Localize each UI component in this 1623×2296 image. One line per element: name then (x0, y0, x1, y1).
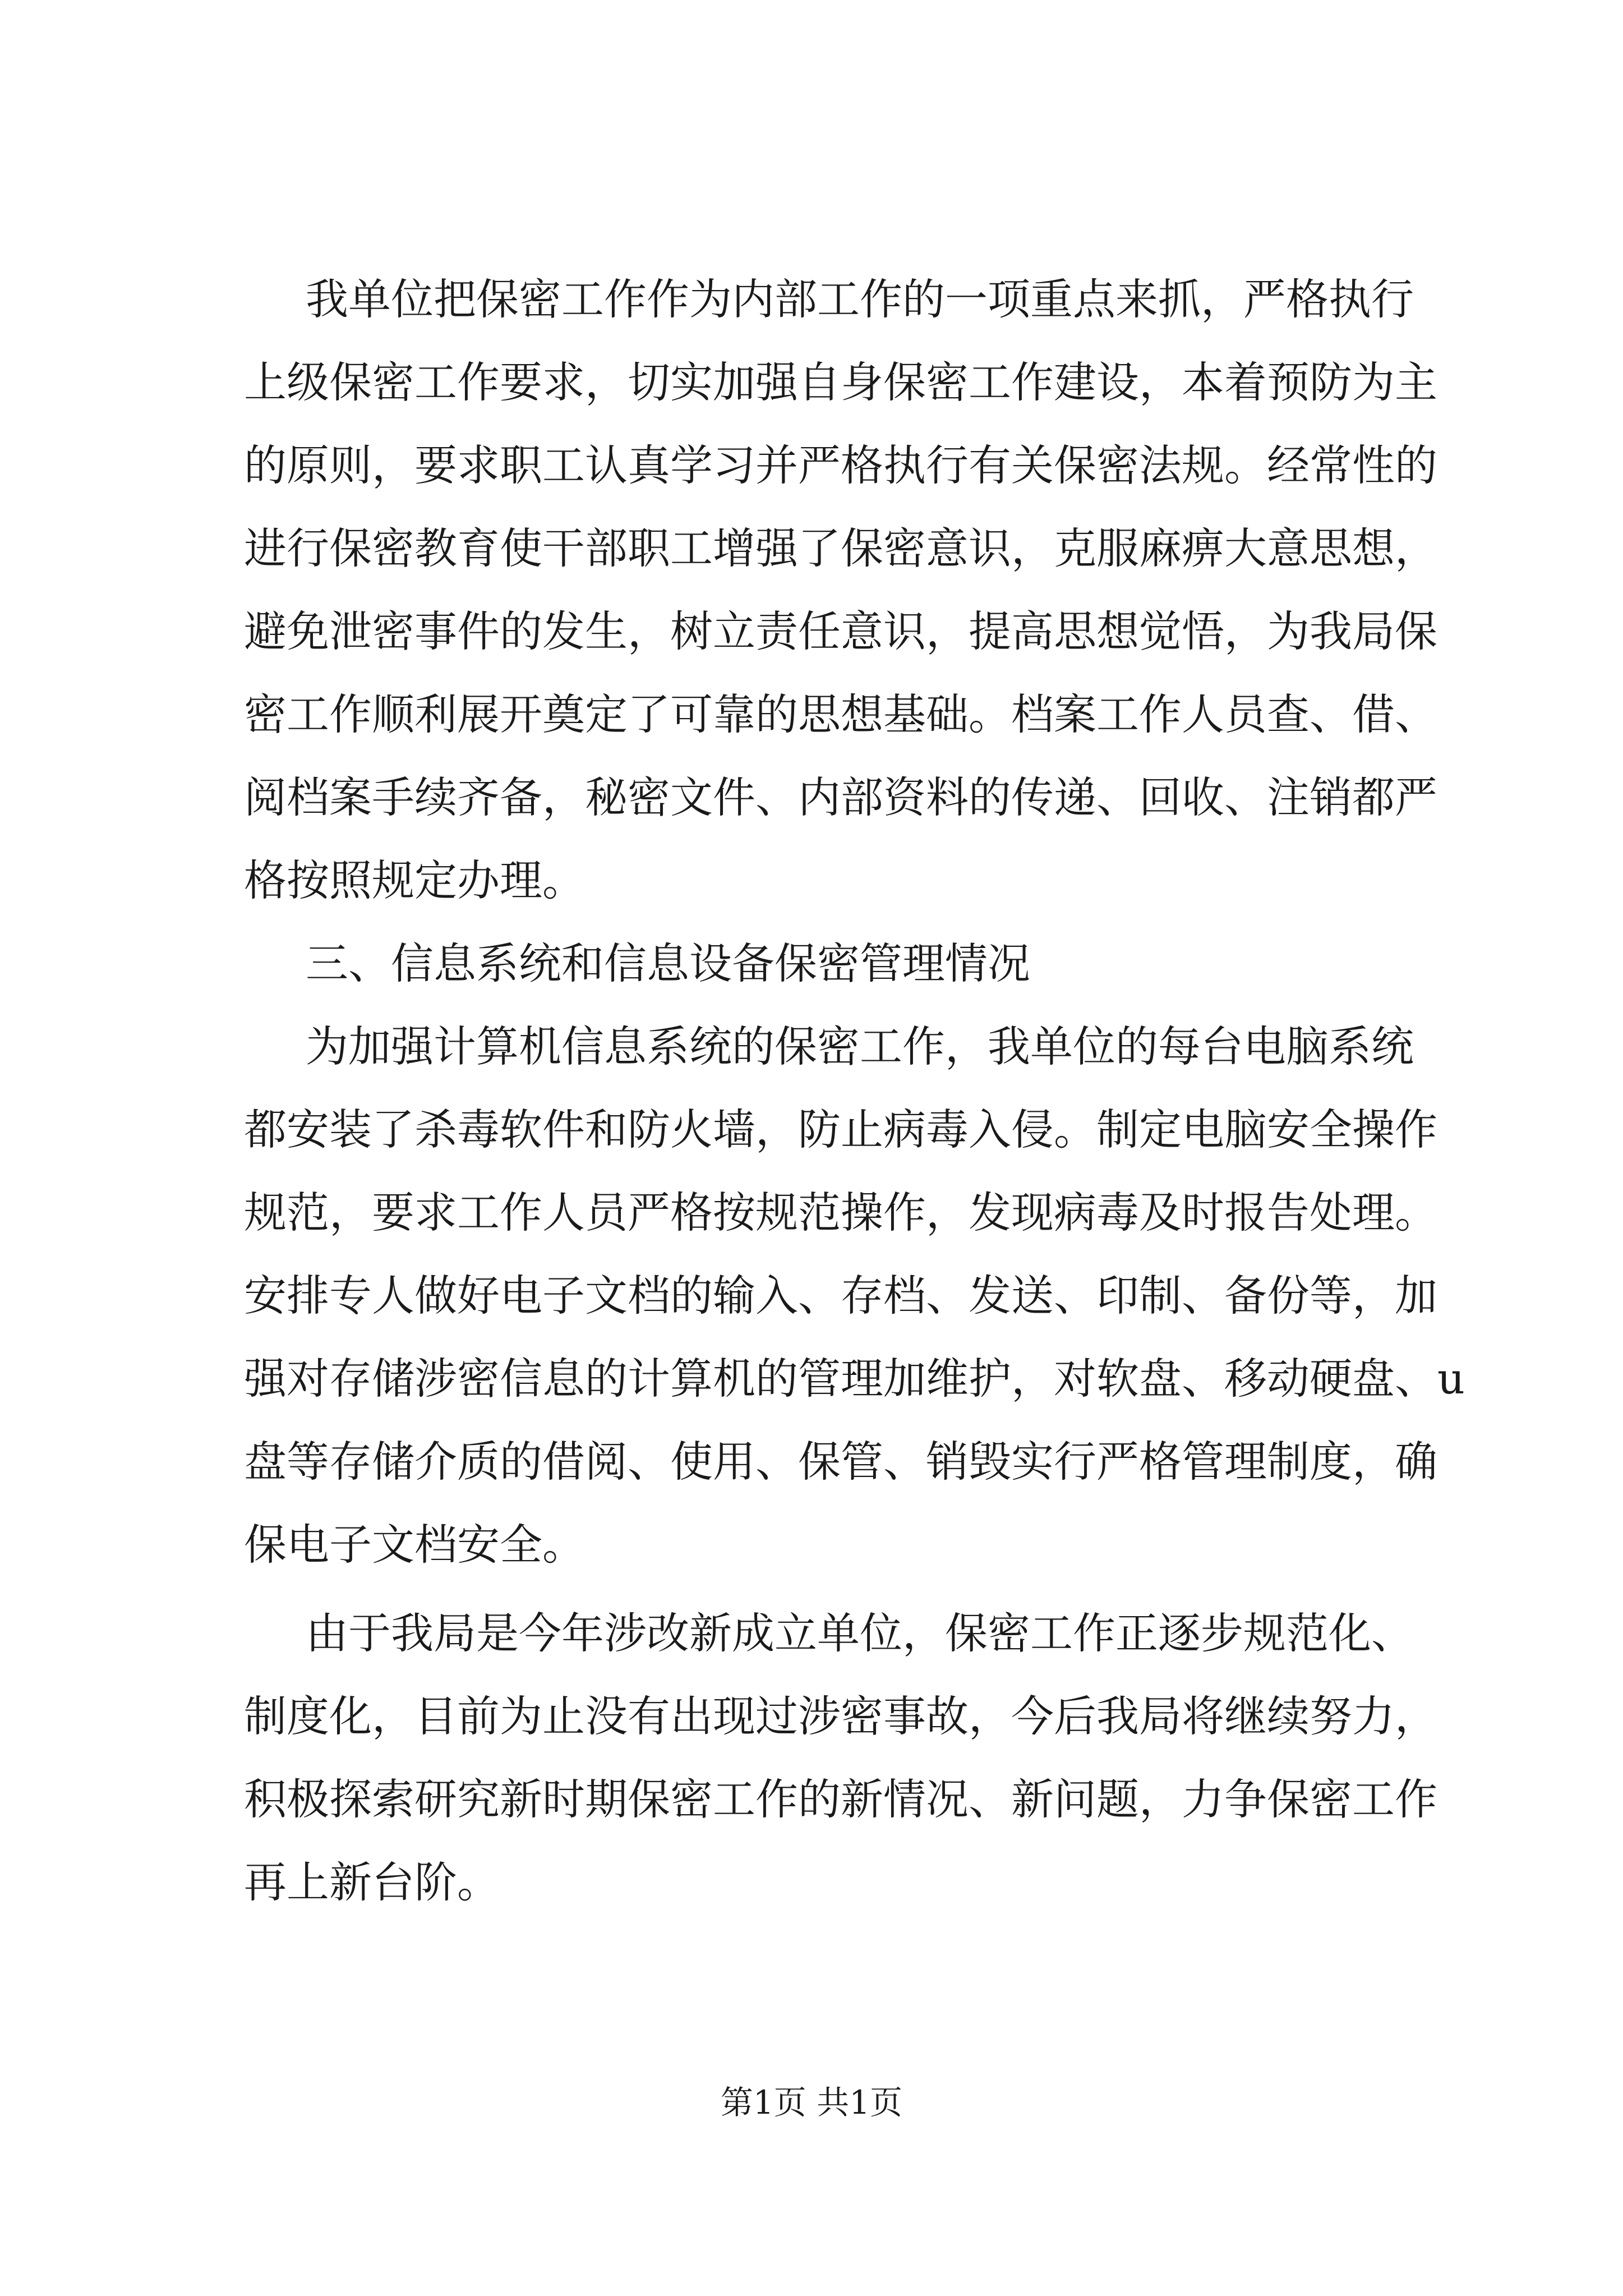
paragraph-1-line-7: 阅档案手续齐备，秘密文件、内部资料的传递、回收、注销都严 (244, 772, 1437, 822)
paragraph-2-line-4: 安排专人做好电子文档的输入、存档、发送、印制、备份等，加 (244, 1271, 1437, 1320)
paragraph-1-line-6: 密工作顺利展开奠定了可靠的思想基础。档案工作人员查、借、 (244, 689, 1437, 739)
paragraph-1-line-5: 避免泄密事件的发生，树立责任意识，提高思想觉悟，为我局保 (244, 606, 1437, 656)
paragraph-1-line-4: 进行保密教育使干部职工增强了保密意识，克服麻痹大意思想， (244, 523, 1437, 573)
paragraph-1-line-2: 上级保密工作要求，切实加强自身保密工作建设，本着预防为主 (244, 357, 1437, 407)
paragraph-3-line-3: 积极探索研究新时期保密工作的新情况、新问题，力争保密工作 (244, 1774, 1437, 1824)
paragraph-1-line-3: 的原则，要求职工认真学习并严格执行有关保密法规。经常性的 (244, 440, 1437, 490)
paragraph-2-line-7: 保电子文档安全。 (244, 1520, 585, 1570)
paragraph-3-line-4: 再上新台阶。 (244, 1857, 500, 1907)
paragraph-3-line-2: 制度化，目前为止没有出现过涉密事故，今后我局将继续努力， (244, 1691, 1437, 1741)
paragraph-2-line-2: 都安装了杀毒软件和防火墙，防止病毒入侵。制定电脑安全操作 (244, 1105, 1437, 1154)
paragraph-1-line-1: 我单位把保密工作作为内部工作的一项重点来抓，严格执行 (306, 274, 1414, 324)
paragraph-2-line-1: 为加强计算机信息系统的保密工作，我单位的每台电脑系统 (306, 1022, 1414, 1071)
document-body (244, 258, 1465, 1924)
section-heading: 三、信息系统和信息设备保密管理情况 (306, 938, 1030, 988)
paragraph-2-line-3: 规范，要求工作人员严格按规范操作，发现病毒及时报告处理。 (244, 1188, 1437, 1237)
paragraph-1-line-8: 格按照规定办理。 (244, 855, 585, 905)
paragraph-2-line-5: 强对存储涉密信息的计算机的管理加维护，对软盘、移动硬盘、u (244, 1354, 1465, 1404)
paragraph-3-line-1: 由于我局是今年涉改新成立单位，保密工作正逐步规范化、 (306, 1608, 1414, 1658)
page-number-label: 第1页 共1页 (720, 2083, 903, 2122)
page-footer (0, 2080, 1623, 2125)
paragraph-2-line-6: 盘等存储介质的借阅、使用、保管、销毁实行严格管理制度，确 (244, 1437, 1437, 1487)
